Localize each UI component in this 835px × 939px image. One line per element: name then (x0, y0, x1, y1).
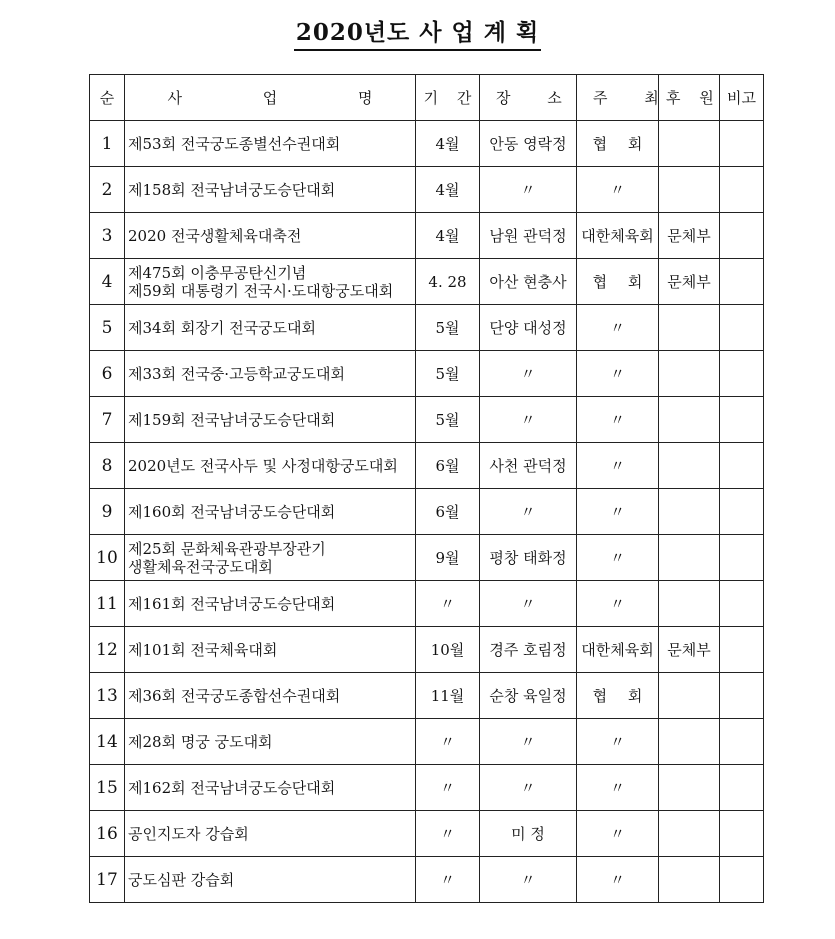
row-number: 7 (90, 397, 125, 443)
table-body (90, 121, 764, 903)
period-cell: 4월 (416, 121, 480, 167)
table-row (90, 535, 764, 581)
event-name-cell (125, 397, 416, 443)
location-cell: 미 정 (480, 811, 577, 857)
location-cell: 〃 (480, 857, 577, 903)
row-number: 2 (90, 167, 125, 213)
host-cell: 〃 (577, 811, 659, 857)
host-cell: 협 회 (577, 259, 659, 305)
period-cell: 4. 28 (416, 259, 480, 305)
table-row (90, 673, 764, 719)
event-name-line: 제25회 문화체육관광부장관기 (128, 539, 326, 558)
table-row (90, 627, 764, 673)
period-cell: 9월 (416, 535, 480, 581)
row-number: 3 (90, 213, 125, 259)
note-cell (720, 489, 764, 535)
event-name-line: 제101회 전국체육대회 (128, 640, 278, 659)
note-cell (720, 719, 764, 765)
location-cell: 경주 호림정 (480, 627, 577, 673)
header-location: 장 소 (480, 75, 577, 121)
location-cell: 안동 영락정 (480, 121, 577, 167)
row-number: 6 (90, 351, 125, 397)
table-row (90, 581, 764, 627)
sponsor-cell (659, 167, 720, 213)
event-name-line: 제158회 전국남녀궁도승단대회 (128, 180, 336, 199)
period-cell: 11월 (416, 673, 480, 719)
sponsor-cell (659, 673, 720, 719)
sponsor-cell: 문체부 (659, 627, 720, 673)
table-row (90, 443, 764, 489)
period-cell: 6월 (416, 443, 480, 489)
table-row (90, 811, 764, 857)
table-row (90, 857, 764, 903)
event-name-line: 제159회 전국남녀궁도승단대회 (128, 410, 336, 429)
period-cell: 6월 (416, 489, 480, 535)
table-row (90, 351, 764, 397)
location-cell: 〃 (480, 351, 577, 397)
table-row (90, 213, 764, 259)
event-name-cell (125, 213, 416, 259)
note-cell (720, 397, 764, 443)
sponsor-cell: 문체부 (659, 213, 720, 259)
location-cell: 〃 (480, 765, 577, 811)
event-name-cell (125, 765, 416, 811)
location-cell: 아산 현충사 (480, 259, 577, 305)
event-name-line: 공인지도자 강습회 (128, 824, 249, 843)
event-name-line: 제59회 대통령기 전국시·도대항궁도대회 (128, 281, 394, 300)
event-name-line: 제160회 전국남녀궁도승단대회 (128, 502, 336, 521)
note-cell (720, 443, 764, 489)
note-cell (720, 351, 764, 397)
host-cell: 〃 (577, 305, 659, 351)
header-note: 비고 (720, 75, 764, 121)
note-cell (720, 305, 764, 351)
event-name-cell (125, 581, 416, 627)
host-cell: 〃 (577, 397, 659, 443)
row-number: 10 (90, 535, 125, 581)
row-number: 4 (90, 259, 125, 305)
note-cell (720, 811, 764, 857)
event-name-cell (125, 167, 416, 213)
host-cell: 〃 (577, 765, 659, 811)
table-row (90, 259, 764, 305)
sponsor-cell (659, 121, 720, 167)
event-name-cell (125, 351, 416, 397)
table-row (90, 397, 764, 443)
host-cell: 〃 (577, 167, 659, 213)
period-cell: 5월 (416, 397, 480, 443)
event-name-line: 제162회 전국남녀궁도승단대회 (128, 778, 336, 797)
page-title-text: 2020년도 사 업 계 획 (294, 14, 541, 51)
row-number: 8 (90, 443, 125, 489)
row-number: 12 (90, 627, 125, 673)
event-name-cell (125, 673, 416, 719)
period-cell: 5월 (416, 351, 480, 397)
event-name-line: 제53회 전국궁도종별선수권대회 (128, 134, 341, 153)
period-cell: 〃 (416, 811, 480, 857)
sponsor-cell (659, 351, 720, 397)
table-row (90, 719, 764, 765)
location-cell: 사천 관덕정 (480, 443, 577, 489)
event-name-line: 생활체육전국궁도대회 (128, 557, 273, 576)
event-name-line: 2020 전국생활체육대축전 (128, 226, 302, 245)
note-cell (720, 765, 764, 811)
event-name-cell (125, 627, 416, 673)
location-cell: 〃 (480, 581, 577, 627)
table-row (90, 765, 764, 811)
host-cell: 〃 (577, 443, 659, 489)
period-cell: 10월 (416, 627, 480, 673)
event-name-line: 제34회 회장기 전국궁도대회 (128, 318, 317, 337)
note-cell (720, 673, 764, 719)
host-cell: 〃 (577, 857, 659, 903)
header-name: 사 업 명 (125, 75, 416, 121)
event-name-cell (125, 535, 416, 581)
event-name-cell (125, 811, 416, 857)
table-row (90, 305, 764, 351)
note-cell (720, 167, 764, 213)
event-name-cell (125, 719, 416, 765)
row-number: 5 (90, 305, 125, 351)
business-plan-table (89, 74, 764, 903)
event-name-cell (125, 121, 416, 167)
note-cell (720, 535, 764, 581)
host-cell: 대한체육회 (577, 627, 659, 673)
table-row (90, 121, 764, 167)
sponsor-cell (659, 857, 720, 903)
event-name-line: 제33회 전국중·고등학교궁도대회 (128, 364, 345, 383)
table-header-row (90, 75, 764, 121)
period-cell: 5월 (416, 305, 480, 351)
row-number: 17 (90, 857, 125, 903)
sponsor-cell (659, 811, 720, 857)
location-cell: 〃 (480, 489, 577, 535)
event-name-line: 궁도심판 강습회 (128, 870, 235, 889)
sponsor-cell (659, 719, 720, 765)
event-name-line: 제161회 전국남녀궁도승단대회 (128, 594, 336, 613)
host-cell: 〃 (577, 535, 659, 581)
event-name-line: 제28회 명궁 궁도대회 (128, 732, 273, 751)
event-name-cell (125, 489, 416, 535)
host-cell: 〃 (577, 489, 659, 535)
row-number: 11 (90, 581, 125, 627)
event-name-cell (125, 443, 416, 489)
event-name-cell (125, 857, 416, 903)
host-cell: 〃 (577, 719, 659, 765)
host-cell: 협 회 (577, 121, 659, 167)
header-no: 순 (90, 75, 125, 121)
row-number: 9 (90, 489, 125, 535)
event-name-cell (125, 259, 416, 305)
event-name-cell (125, 305, 416, 351)
sponsor-cell (659, 581, 720, 627)
period-cell: 〃 (416, 857, 480, 903)
header-sponsor: 후 원 (659, 75, 720, 121)
event-name-line: 제475회 이충무공탄신기념 (128, 263, 307, 282)
page-title (0, 14, 835, 51)
note-cell (720, 213, 764, 259)
sponsor-cell (659, 489, 720, 535)
header-host: 주 최 (577, 75, 659, 121)
note-cell (720, 259, 764, 305)
event-name-line: 제36회 전국궁도종합선수권대회 (128, 686, 341, 705)
period-cell: 〃 (416, 581, 480, 627)
table-row (90, 167, 764, 213)
host-cell: 협 회 (577, 673, 659, 719)
location-cell: 〃 (480, 397, 577, 443)
header-period: 기 간 (416, 75, 480, 121)
sponsor-cell (659, 397, 720, 443)
period-cell: 4월 (416, 213, 480, 259)
row-number: 1 (90, 121, 125, 167)
row-number: 14 (90, 719, 125, 765)
location-cell: 〃 (480, 167, 577, 213)
sponsor-cell (659, 765, 720, 811)
row-number: 15 (90, 765, 125, 811)
sponsor-cell (659, 535, 720, 581)
host-cell: 대한체육회 (577, 213, 659, 259)
sponsor-cell (659, 305, 720, 351)
period-cell: 4월 (416, 167, 480, 213)
sponsor-cell (659, 443, 720, 489)
note-cell (720, 627, 764, 673)
host-cell: 〃 (577, 351, 659, 397)
table-row (90, 489, 764, 535)
note-cell (720, 581, 764, 627)
period-cell: 〃 (416, 719, 480, 765)
event-name-line: 2020년도 전국사두 및 사정대항궁도대회 (128, 456, 398, 475)
row-number: 13 (90, 673, 125, 719)
note-cell (720, 121, 764, 167)
location-cell: 남원 관덕정 (480, 213, 577, 259)
note-cell (720, 857, 764, 903)
host-cell: 〃 (577, 581, 659, 627)
row-number: 16 (90, 811, 125, 857)
location-cell: 순창 육일정 (480, 673, 577, 719)
location-cell: 〃 (480, 719, 577, 765)
period-cell: 〃 (416, 765, 480, 811)
location-cell: 평창 태화정 (480, 535, 577, 581)
location-cell: 단양 대성정 (480, 305, 577, 351)
sponsor-cell: 문체부 (659, 259, 720, 305)
